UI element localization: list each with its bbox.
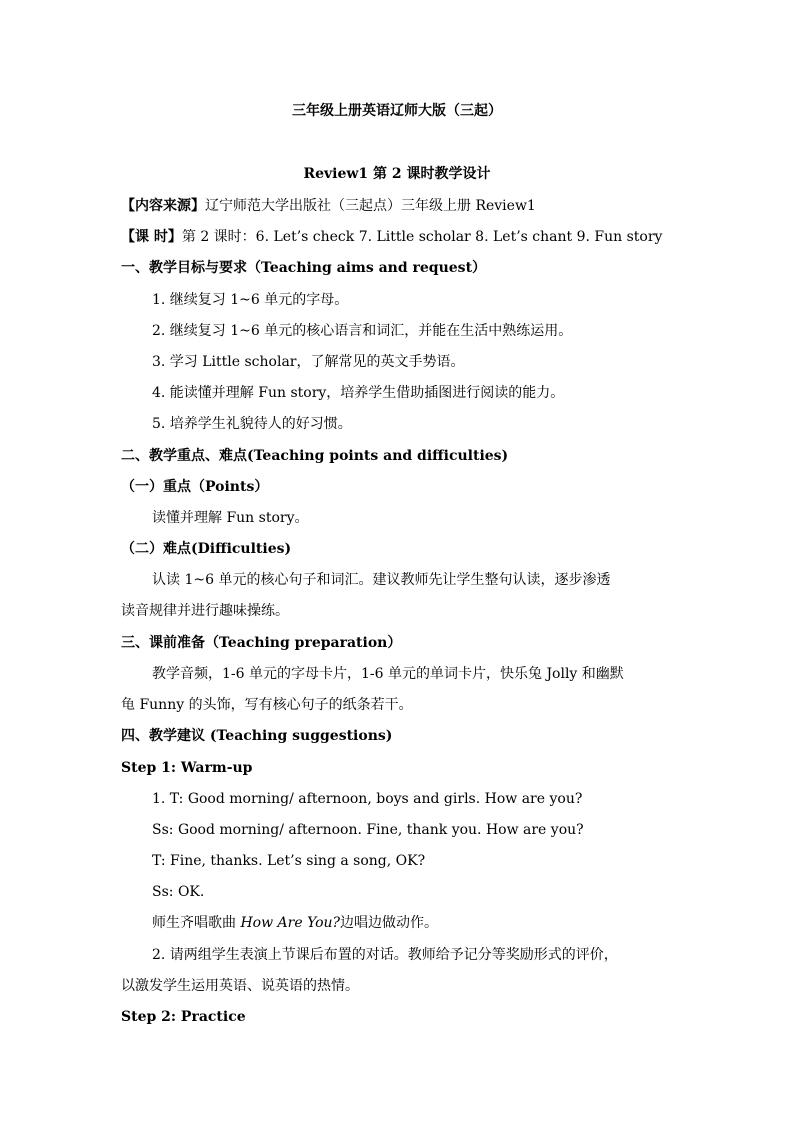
aim-item: 2. 继续复习 1~6 单元的核心语言和词汇，并能在生活中熟练运用。 <box>152 323 573 339</box>
song-instruction <box>152 913 708 933</box>
dialog-line: T: Fine, thanks. Let’s sing a song, OK? <box>152 853 426 869</box>
song-title: How Are You? <box>240 915 341 931</box>
source-label: 【内容来源】 <box>121 198 205 214</box>
section-4-heading: 四、教学建议 (Teaching suggestions) <box>121 728 393 744</box>
aim-item: 3. 学习 Little scholar，了解常见的英文手势语。 <box>152 354 465 370</box>
preparation-text-line-1: 教学音频，1-6 单元的字母卡片，1-6 单元的单词卡片，快乐兔 Jolly 和幽默 <box>152 666 624 682</box>
points-text: 读懂并理解 Fun story。 <box>152 510 309 526</box>
dialog-line: 1. T: Good morning/ afternoon, boys and girls. How are you? <box>152 791 583 807</box>
source-line <box>121 196 677 216</box>
step-2-heading: Step 2: Practice <box>121 1009 246 1025</box>
aim-item: 5. 培养学生礼貌待人的好习惯。 <box>152 416 352 432</box>
song-post: 边唱边做动作。 <box>340 915 439 931</box>
section-3-heading: 三、课前准备（Teaching preparation） <box>121 635 402 651</box>
period-text: 第 2 课时：6. Let’s check 7. Little scholar 8. Let’s chant 9. Fun story <box>181 229 663 245</box>
period-line <box>121 227 677 247</box>
points-heading: （一）重点（Points） <box>121 479 269 495</box>
period-label: 【课 时】 <box>121 229 182 245</box>
item-2-line-1: 2. 请两组学生表演上节课后布置的对话。教师给予记分等奖励形式的评价， <box>152 947 618 963</box>
source-text: 辽宁师范大学出版社（三起点）三年级上册 Review1 <box>205 198 536 214</box>
aim-item: 1. 继续复习 1~6 单元的字母。 <box>152 292 349 308</box>
step-1-heading: Step 1: Warm-up <box>121 760 253 776</box>
document-subtitle: Review1 第 2 课时教学设计 <box>303 166 491 182</box>
dialog-line: Ss: OK. <box>152 884 205 900</box>
difficulties-heading: （二）难点(Difficulties) <box>121 541 292 557</box>
preparation-text-line-2: 龟 Funny 的头饰，写有核心句子的纸条若干。 <box>121 697 413 713</box>
difficulties-text-line-1: 认读 1~6 单元的核心句子和词汇。建议教师先让学生整句认读，逐步渗透 <box>152 572 611 588</box>
item-2-line-2: 以激发学生运用英语、说英语的热情。 <box>121 978 359 994</box>
section-1-heading: 一、教学目标与要求（Teaching aims and request） <box>121 260 487 276</box>
difficulties-text-line-2: 读音规律并进行趣味操练。 <box>121 603 289 619</box>
dialog-line: Ss: Good morning/ afternoon. Fine, thank you. How are you? <box>152 822 584 838</box>
song-pre: 师生齐唱歌曲 <box>152 915 241 931</box>
aim-item: 4. 能读懂并理解 Fun story，培养学生借助插图进行阅读的能力。 <box>152 385 565 401</box>
document-title: 三年级上册英语辽师大版（三起） <box>292 103 502 119</box>
section-2-heading: 二、教学重点、难点(Teaching points and difficulties) <box>121 448 509 464</box>
